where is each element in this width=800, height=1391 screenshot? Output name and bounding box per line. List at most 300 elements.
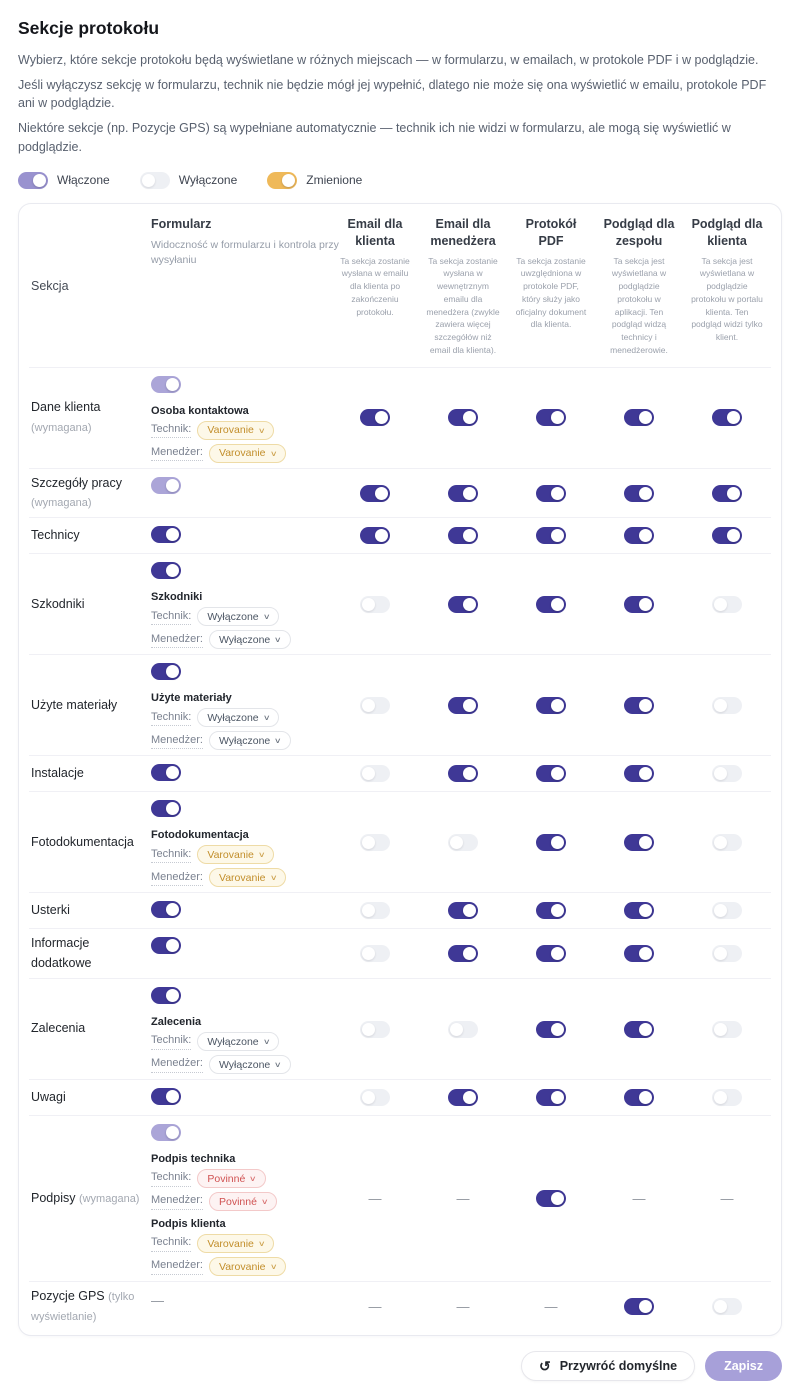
technik-label: Technik: [151,710,191,726]
table-row [29,367,771,468]
chevron-down-icon: ∨ [274,635,282,645]
toggle-email-menedzera[interactable] [448,902,478,919]
toggle-protokol-pdf[interactable] [536,1190,566,1207]
state-cell-podglad-klienta [683,765,771,782]
state-cell-podglad-klienta [683,834,771,851]
legend-item [267,172,362,189]
not-applicable-dash: — [456,1299,470,1314]
formularz-cell [151,797,331,887]
not-applicable-dash: — [368,1299,382,1314]
formularz-cell [151,761,331,786]
state-cell-email-menedzera [419,697,507,714]
state-cell-email-menedzera [419,902,507,919]
table-row [29,517,771,553]
menedzer-severity-select[interactable] [209,1055,291,1074]
column-header-protokol-pdf [507,216,595,357]
toggle-email-menedzera[interactable] [448,945,478,962]
menedzer-label: Menedżer: [151,1258,203,1274]
state-cell-protokol-pdf [507,1021,595,1038]
save-button[interactable]: Zapisz [705,1351,782,1381]
toggle-email-menedzera[interactable] [448,1021,478,1038]
formularz-cell [151,984,331,1074]
state-cell-email-klienta [331,485,419,502]
formularz-toggle[interactable] [151,937,181,954]
severity-value: Wyłączone [218,633,271,646]
section-name: Użyte materiały [31,697,118,712]
state-cell-email-klienta [331,596,419,613]
toggle-podglad-zespolu[interactable] [624,527,654,544]
section-name: Technicy [31,528,80,543]
chevron-down-icon: ∨ [262,612,271,622]
state-cell-protokol-pdf [507,945,595,962]
toggle-podglad-zespolu[interactable] [624,945,654,962]
section-name: Uwagi [31,1089,66,1104]
not-applicable-dash: — [544,1299,558,1314]
severity-value: Varovanie [207,848,254,861]
toggle-podglad-klienta[interactable] [712,1021,742,1038]
column-title: Formularz [151,216,212,231]
state-cell-protokol-pdf [507,1300,595,1313]
severity-value: Wyłączone [218,734,271,747]
column-description: Ta sekcja zostanie wysłana w wewnętrznym emailu dla menedżera (zwykle zawiera więcej szczegółów niż email dla klienta). [426,255,500,355]
formularz-cell [151,1085,331,1110]
section-tag: (wymagana) [31,421,92,434]
state-cell-podglad-zespolu [595,697,683,714]
technik-control-row [151,1169,331,1188]
severity-value: Povinné [207,1172,246,1185]
table-row [29,755,771,791]
toggle-email-klienta[interactable] [360,485,390,502]
toggle-protokol-pdf[interactable] [536,596,566,613]
state-cell-podglad-zespolu [595,1089,683,1106]
technik-severity-select[interactable] [197,1169,265,1188]
toggle-protokol-pdf[interactable] [536,765,566,782]
formularz-cell [151,1287,331,1310]
table-body [29,367,771,1331]
state-cell-podglad-klienta [683,527,771,544]
menedzer-control-row [151,731,331,750]
table-row [29,892,771,928]
toggle-protokol-pdf[interactable] [536,1089,566,1106]
section-tag: (tylko wyświetlanie) [31,1291,135,1323]
toggle-email-menedzera[interactable] [448,765,478,782]
technik-label: Technik: [151,1170,191,1186]
section-name: Szkodniki [31,596,85,611]
state-cell-podglad-klienta [683,409,771,426]
toggle-podglad-zespolu[interactable] [624,765,654,782]
formularz-cell [151,559,331,649]
state-cell-email-menedzera [419,1300,507,1313]
intro-line: Niektóre sekcje (np. Pozycje GPS) są wypełniane automatycznie — technik ich nie widzi w formularzu, ale mogą się wyświetlić w podglądzie. [18,121,731,154]
toggle-podglad-klienta[interactable] [712,697,742,714]
toggle-podglad-zespolu[interactable] [624,409,654,426]
technik-label: Technik: [151,422,191,438]
toggle-podglad-zespolu[interactable] [624,1089,654,1106]
state-cell-protokol-pdf [507,527,595,544]
subsection-label: Podpis technika [151,1153,236,1166]
state-cell-podglad-klienta [683,1298,771,1315]
legend-toggle-legend-on-icon [18,172,48,189]
chevron-down-icon: ∨ [274,1060,282,1070]
intro [18,51,782,156]
not-applicable-dash: — [720,1191,734,1207]
technik-control-row [151,845,331,864]
toggle-podglad-klienta[interactable] [712,1298,742,1315]
technik-severity-select[interactable] [197,1234,274,1253]
state-cell-podglad-klienta [683,596,771,613]
severity-value: Wyłączone [207,711,259,724]
toggle-podglad-klienta[interactable] [712,765,742,782]
state-cell-email-klienta [331,1089,419,1106]
section-name: Fotodokumentacja [31,834,134,849]
chevron-down-icon: ∨ [269,448,278,458]
menedzer-label: Menedżer: [151,870,203,886]
state-cell-email-menedzera [419,596,507,613]
menedzer-severity-select[interactable] [209,444,286,463]
menedzer-severity-select[interactable] [209,868,286,887]
toggle-podglad-zespolu[interactable] [624,596,654,613]
chevron-down-icon: ∨ [249,1174,257,1184]
state-cell-podglad-zespolu [595,1298,683,1315]
toggle-email-menedzera[interactable] [448,697,478,714]
toggle-podglad-zespolu[interactable] [624,1298,654,1315]
subsection-label: Szkodniki [151,591,203,604]
formularz-cell [151,934,331,959]
severity-value: Varovanie [218,1260,266,1273]
technik-control-row [151,1234,331,1253]
state-cell-podglad-zespolu [595,1192,683,1205]
toggle-email-klienta[interactable] [360,902,390,919]
state-cell-protokol-pdf [507,834,595,851]
technik-label: Technik: [151,847,191,863]
protocol-sections-card [18,203,782,1336]
section-name: Dane klienta (wymagana) [31,400,101,434]
menedzer-control-row [151,1192,331,1211]
severity-value: Wyłączone [207,610,259,623]
state-cell-email-klienta [331,945,419,962]
state-cell-podglad-zespolu [595,902,683,919]
state-cell-email-menedzera [419,1089,507,1106]
menedzer-control-row [151,630,331,649]
state-cell-email-menedzera [419,409,507,426]
table-row [29,1281,771,1331]
menedzer-control-row [151,868,331,887]
state-cell-protokol-pdf [507,697,595,714]
toggle-email-menedzera[interactable] [448,596,478,613]
subsection-label: Osoba kontaktowa [151,404,249,417]
toggle-podglad-klienta[interactable] [712,945,742,962]
state-cell-podglad-zespolu [595,485,683,502]
toggle-email-klienta[interactable] [360,945,390,962]
chevron-down-icon: ∨ [262,713,271,723]
section-tag: (wymagana) [78,1192,140,1205]
section-tag: (wymagana) [31,497,92,509]
technik-control-row [151,1032,331,1051]
section-column-header: Sekcja [31,279,69,294]
legend-item-label: Wyłączone [178,173,238,188]
toggle-protokol-pdf[interactable] [536,485,566,502]
section-name: Szczegóły pracy (wymagana) [31,475,123,509]
state-cell-email-klienta [331,1192,419,1205]
section-name: Informacje dodatkowe [31,936,92,970]
state-cell-email-menedzera [419,527,507,544]
state-cell-podglad-zespolu [595,834,683,851]
toggle-email-menedzera[interactable] [448,485,478,502]
formularz-cell [151,373,331,463]
technik-label: Technik: [151,1235,191,1251]
state-cell-podglad-zespolu [595,945,683,962]
severity-value: Wyłączone [218,1058,271,1071]
state-cell-email-menedzera [419,1021,507,1038]
state-cell-email-menedzera [419,1192,507,1205]
page-title: Sekcje protokołu [18,18,160,38]
subsection-label: Zalecenia [151,1016,202,1029]
technik-label: Technik: [151,1033,191,1049]
state-cell-email-klienta [331,527,419,544]
menedzer-label: Menedżer: [151,733,203,749]
formularz-toggle[interactable] [151,526,181,543]
toggle-email-klienta[interactable] [360,765,390,782]
subsection-label: Podpis klienta [151,1218,226,1231]
menedzer-label: Menedżer: [151,1193,203,1209]
column-description: Ta sekcja jest wyświetlana w podglądzie protokołu w portalu klienta. Ten podgląd widzi tylko klient. [691,255,763,343]
state-cell-email-menedzera [419,834,507,851]
state-cell-email-menedzera [419,765,507,782]
menedzer-label: Menedżer: [151,1056,203,1072]
formularz-toggle[interactable] [151,562,181,579]
severity-value: Varovanie [218,871,266,884]
not-applicable-dash: — [632,1191,646,1207]
column-title: Email dla klienta [347,216,403,249]
toggle-protokol-pdf[interactable] [536,697,566,714]
column-header-formularz [151,216,339,357]
intro-line: Jeśli wyłączysz sekcję w formularzu, technik nie będzie mógł jej wypełnić, dlatego nie może się ona wyświetlić w emailu, protokole PDF ani w podglądzie. [18,78,767,111]
toggle-protokol-pdf[interactable] [536,902,566,919]
toggle-podglad-klienta[interactable] [712,485,742,502]
menedzer-label: Menedżer: [151,445,203,461]
toggle-protokol-pdf[interactable] [536,527,566,544]
state-cell-email-klienta [331,697,419,714]
legend-item [18,172,110,189]
toggle-podglad-zespolu[interactable] [624,485,654,502]
state-cell-email-klienta [331,1300,419,1313]
restore-defaults-button[interactable] [521,1351,695,1381]
table-row [29,1079,771,1115]
state-cell-protokol-pdf [507,1089,595,1106]
restore-defaults-label: Przywróć domyślne [559,1358,678,1373]
toggle-podglad-klienta[interactable] [712,596,742,613]
state-cell-podglad-zespolu [595,527,683,544]
state-cell-email-klienta [331,834,419,851]
section-name: Usterki [31,903,70,918]
state-cell-protokol-pdf [507,485,595,502]
toggle-email-klienta[interactable] [360,596,390,613]
menedzer-severity-select[interactable] [209,1192,277,1211]
toggle-email-klienta[interactable] [360,834,390,851]
state-cell-email-menedzera [419,945,507,962]
chevron-down-icon: ∨ [274,736,282,746]
menedzer-severity-select[interactable] [209,731,291,750]
technik-severity-select[interactable] [197,1032,279,1051]
toggle-podglad-zespolu[interactable] [624,834,654,851]
formularz-toggle [151,376,181,393]
restore-icon: ↺ [538,1357,551,1374]
column-title: Podgląd dla zespołu [603,216,675,249]
toggle-email-klienta[interactable] [360,1089,390,1106]
state-cell-podglad-zespolu [595,765,683,782]
chevron-down-icon: ∨ [260,1197,269,1207]
table-row [29,553,771,654]
table-row [29,654,771,755]
toggle-email-menedzera[interactable] [448,834,478,851]
severity-value: Wyłączone [207,1035,259,1048]
state-cell-podglad-zespolu [595,409,683,426]
state-cell-podglad-zespolu [595,596,683,613]
footer-actions [18,1351,782,1391]
state-cell-protokol-pdf [507,596,595,613]
legend-item-label: Zmienione [306,173,363,188]
state-cell-podglad-klienta [683,902,771,919]
toggle-podglad-zespolu[interactable] [624,697,654,714]
legend-item-label: Włączone [57,173,110,188]
legend-item [140,172,238,189]
formularz-dash: — [151,1293,164,1309]
not-applicable-dash: — [456,1191,470,1207]
table-row [29,791,771,892]
technik-control-row [151,708,331,727]
table-row [29,468,771,518]
legend-toggle-off-icon [140,172,170,189]
severity-value: Varovanie [207,424,254,437]
state-cell-podglad-zespolu [595,1021,683,1038]
state-cell-protokol-pdf [507,409,595,426]
technik-severity-select[interactable] [197,845,274,864]
technik-control-row [151,607,331,626]
not-applicable-dash: — [368,1191,382,1207]
subsection-label: Fotodokumentacja [151,829,249,842]
state-cell-email-menedzera [419,485,507,502]
state-cell-email-klienta [331,902,419,919]
menedzer-severity-select[interactable] [209,1257,286,1276]
column-description: Widoczność w formularzu i kontrola przy wysyłaniu [151,239,339,267]
section-name: Zalecenia [31,1021,86,1036]
intro-line: Wybierz, które sekcje protokołu będą wyświetlane w różnych miejscach — w formularzu, w emailach, w protokole PDF i w podglądzie. [18,53,759,67]
formularz-toggle [151,1124,181,1141]
state-cell-email-klienta [331,1021,419,1038]
toggle-podglad-klienta[interactable] [712,409,742,426]
formularz-cell [151,898,331,923]
chevron-down-icon: ∨ [257,425,266,435]
state-cell-protokol-pdf [507,765,595,782]
table-row [29,978,771,1079]
formularz-cell [151,660,331,750]
toggle-email-menedzera[interactable] [448,527,478,544]
state-cell-email-klienta [331,409,419,426]
toggle-email-klienta[interactable] [360,409,390,426]
severity-value: Povinné [218,1195,257,1208]
formularz-toggle [151,477,181,494]
toggle-podglad-klienta[interactable] [712,834,742,851]
table-row [29,928,771,978]
toggle-protokol-pdf[interactable] [536,1021,566,1038]
chevron-down-icon: ∨ [262,1037,271,1047]
formularz-toggle[interactable] [151,1088,181,1105]
table-header [29,212,771,367]
technik-label: Technik: [151,609,191,625]
column-description: Ta sekcja zostanie wysłana w emailu dla klienta po zakończeniu protokołu. [340,255,410,317]
toggle-email-klienta[interactable] [360,527,390,544]
legend-toggle-changed-icon [267,172,297,189]
section-name: Pozycje GPS (tylko wyświetlanie) [31,1289,135,1323]
state-cell-podglad-klienta [683,1192,771,1205]
menedzer-control-row [151,1257,331,1276]
toggle-email-menedzera[interactable] [448,409,478,426]
column-header-podglad-zespolu [595,216,683,357]
formularz-toggle[interactable] [151,901,181,918]
menedzer-control-row [151,1055,331,1074]
section-name: Podpisy (wymagana) [31,1190,140,1205]
toggle-podglad-zespolu[interactable] [624,902,654,919]
formularz-toggle[interactable] [151,987,181,1004]
formularz-toggle[interactable] [151,764,181,781]
toggle-podglad-zespolu[interactable] [624,1021,654,1038]
formularz-cell [151,1121,331,1276]
menedzer-label: Menedżer: [151,632,203,648]
toggle-podglad-klienta[interactable] [712,1089,742,1106]
column-title: Podgląd dla klienta [691,216,763,249]
section-name: Instalacje [31,766,84,781]
state-cell-podglad-klienta [683,697,771,714]
toggle-email-menedzera[interactable] [448,1089,478,1106]
toggle-protokol-pdf[interactable] [536,834,566,851]
column-description: Ta sekcja jest wyświetlana w podglądzie protokołu w aplikacji. Ten podgląd widzą technicy i menedżerowie. [610,255,668,355]
toggle-protokol-pdf[interactable] [536,409,566,426]
table-row [29,1115,771,1281]
column-header-email-klienta [331,216,419,357]
legend [18,172,782,189]
formularz-cell [151,474,331,499]
menedzer-severity-select[interactable] [209,630,291,649]
toggle-email-klienta[interactable] [360,697,390,714]
state-cell-protokol-pdf [507,902,595,919]
toggle-protokol-pdf[interactable] [536,945,566,962]
state-cell-podglad-klienta [683,485,771,502]
formularz-toggle[interactable] [151,663,181,680]
toggle-email-klienta[interactable] [360,1021,390,1038]
technik-severity-select[interactable] [197,708,279,727]
state-cell-podglad-klienta [683,945,771,962]
toggle-podglad-klienta[interactable] [712,527,742,544]
formularz-toggle[interactable] [151,800,181,817]
state-cell-podglad-klienta [683,1021,771,1038]
subsection-label: Użyte materiały [151,692,232,705]
state-cell-email-klienta [331,765,419,782]
state-cell-protokol-pdf [507,1190,595,1207]
menedzer-control-row [151,444,331,463]
technik-severity-select[interactable] [197,607,279,626]
technik-severity-select[interactable] [197,421,274,440]
column-title: Protokół PDF [525,216,577,249]
column-header-email-menedzera [419,216,507,357]
severity-value: Varovanie [207,1237,254,1250]
chevron-down-icon: ∨ [257,1239,266,1249]
chevron-down-icon: ∨ [269,1262,278,1272]
technik-control-row [151,421,331,440]
toggle-podglad-klienta[interactable] [712,902,742,919]
formularz-cell [151,523,331,548]
column-description: Ta sekcja zostanie uwzględniona w protokole PDF, który służy jako oficjalny dokument dla klienta. [515,255,587,330]
column-title: Email dla menedżera [430,216,496,249]
